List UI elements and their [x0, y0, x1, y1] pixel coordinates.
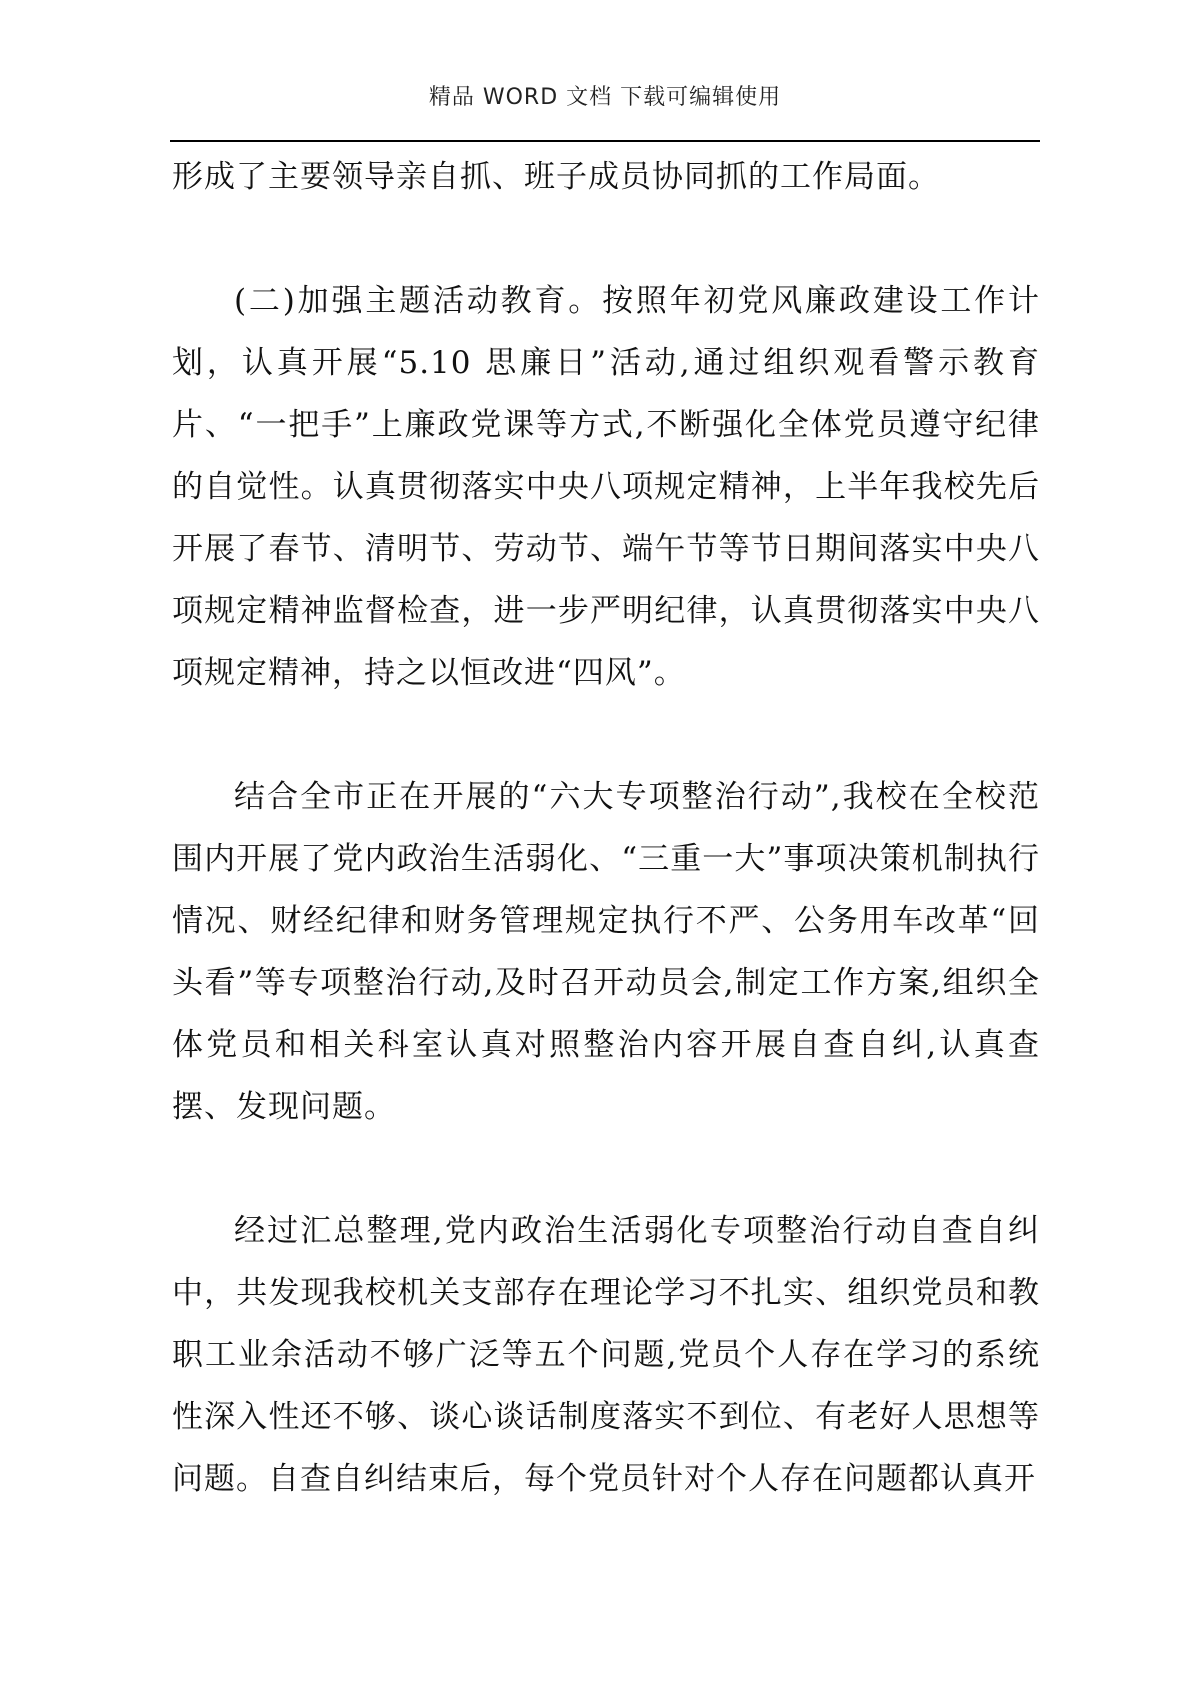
paragraph-special-rectification: 结合全市正在开展的“六大专项整治行动”,我校在全校范围内开展了党内政治生活弱化、“三重一大”事项决策机制执行情况、财经纪律和财务管理规定执行不严、公务用车改革“回头看”等专项整治行动,及时召开动员会,制定工作方案,组织全体党员和相关科室认真对照整治内容开展自查自纠,认真查摆、发现问题。 — [172, 779, 1040, 1125]
paragraph-theme-education: (二)加强主题活动教育。按照年初党风廉政建设工作计划，认真开展“5.10 思廉日”活动,通过组织观看警示教育片、“一把手”上廉政党课等方式,不断强化全体党员遵守纪律的自觉性。认真贯彻落实中央八项规定精神，上半年我校先后开展了春节、清明节、劳动节、端午节等节日期间落实中央八项规定精神监督检查，进一步严明纪律，认真贯彻落实中央八项规定精神，持之以恒改进“四风”。 — [172, 283, 1040, 691]
document-body — [172, 146, 1040, 1510]
paragraph-spacer — [172, 1138, 1040, 1200]
paragraph-spacer — [172, 208, 1040, 270]
header-divider — [170, 140, 1040, 142]
paragraph-spacer — [172, 704, 1040, 766]
page-header: 精品 WORD 文档 下载可编辑使用 — [428, 85, 782, 110]
paragraph-self-inspection: 经过汇总整理,党内政治生活弱化专项整治行动自查自纠中，共发现我校机关支部存在理论学习不扎实、组织党员和教职工业余活动不够广泛等五个问题,党员个人存在学习的系统性深入性还不够、谈心谈话制度落实不到位、有老好人思想等问题。自查自纠结束后，每个党员针对个人存在问题都认真开 — [172, 1213, 1040, 1497]
paragraph-continuation: 形成了主要领导亲自抓、班子成员协同抓的工作局面。 — [172, 159, 940, 195]
